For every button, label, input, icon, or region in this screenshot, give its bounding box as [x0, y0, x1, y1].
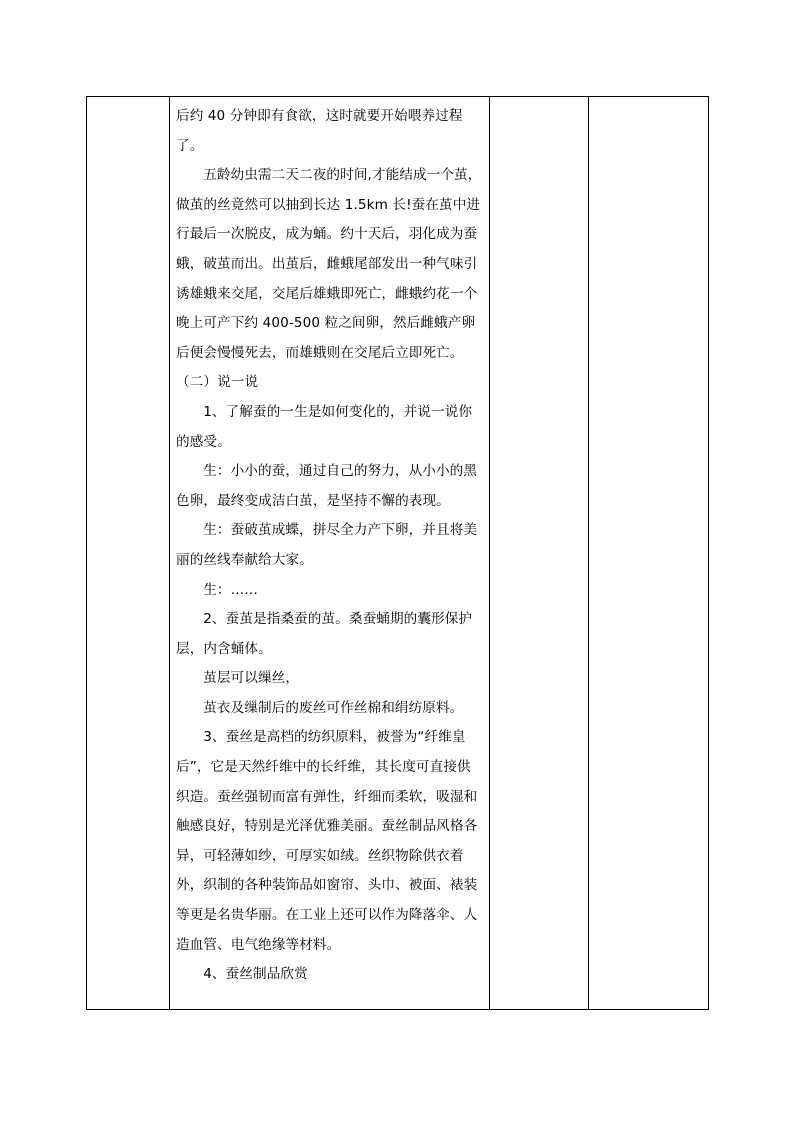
paragraph-8: 2、蚕茧是指桑蚕的茧。桑蚕蛹期的囊形保护层，内含蛹体。: [176, 611, 473, 657]
fourth-column-cell: [589, 97, 709, 1010]
lesson-table: [86, 96, 709, 1010]
paragraph-6: 生：蚕破茧成蝶，拼尽全力产下卵，并且将美丽的丝线奉献给大家。: [176, 522, 478, 568]
paragraph-4: 1、了解蚕的一生是如何变化的，并说一说你的感受。: [176, 403, 473, 450]
paragraph-2: 五龄幼虫需二天二夜的时间,才能结成一个茧，做茧的丝竟然可以抽到长达 1.5km 长!蚕在茧中进行最后一次脱皮，成为蛹。约十天后，羽化成为蚕蛾，破茧而出。出茧后，雌蛾尾部发出一种气味引诱雄蛾来交尾，交尾后雄蛾即死亡，雌蛾约花一个晚上可产下约 400-500 粒之间卵，然后雌蛾产卵后便会慢慢死去，而雄蛾则在交尾后立即死亡。: [176, 167, 482, 361]
paragraph-1: 后约 40 分钟即有食欲，这时就要开始喂养过程了。: [176, 108, 463, 154]
paragraph-10: 茧衣及缫制后的废丝可作丝棉和绢纺原料。: [203, 699, 464, 716]
left-column-cell: [87, 97, 170, 1010]
paragraph-11: 3、蚕丝是高档的纺织原料，被誉为“纤维皇后”，它是天然纤维中的长纤维，其长度可直接供织造。蚕丝强韧而富有弹性，纤细而柔软，吸湿和触感良好，特别是光泽优雅美丽。蚕丝制品风格各异，可轻薄如纱，可厚实如绒。丝织物除供衣着外，织制的各种装饰品如窗帘、头巾、被面、裱装等更是名贵华丽。在工业上还可以作为降落伞、人造血管、电气绝缘等材料。: [176, 729, 478, 953]
paragraph-12: 4、蚕丝制品欣赏: [203, 966, 308, 983]
paragraph-5: 生：小小的蚕，通过自己的努力，从小小的黑色卵，最终变成洁白茧，是坚持不懈的表现。: [176, 463, 478, 509]
table-row: [87, 97, 709, 1010]
paragraph-7: 生：……: [203, 581, 258, 598]
section-heading: （二）说一说: [176, 374, 259, 391]
content-cell: [170, 97, 490, 1010]
paragraph-9: 茧层可以缫丝，: [203, 670, 300, 687]
content-text: [170, 97, 489, 990]
third-column-cell: [490, 97, 589, 1010]
